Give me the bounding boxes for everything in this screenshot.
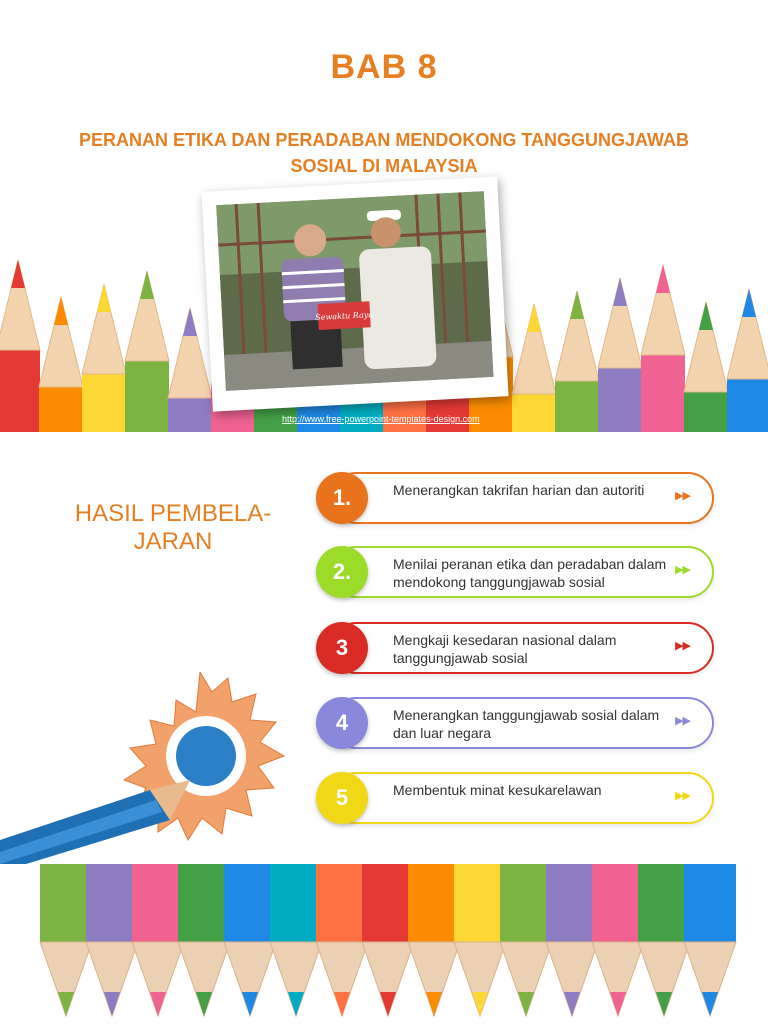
chapter-title: BAB 8 xyxy=(330,48,438,86)
pencil-shape xyxy=(270,864,322,1016)
pencil-shape xyxy=(555,291,599,432)
photo-two-men-handing-gift xyxy=(216,191,493,391)
pencil-shape xyxy=(316,864,368,1016)
pencil-shape xyxy=(0,260,40,432)
pencil-shape xyxy=(408,864,460,1016)
learning-outcomes-title xyxy=(60,500,286,556)
template-url-link[interactable]: http://www.free-powerpoint-templates-design.com xyxy=(282,414,480,424)
outcome-text: Menerangkan tanggungjawab sosial dalam dan luar negara xyxy=(393,707,660,741)
chapter-subtitle-line-2: SOSIAL DI MALAYSIA xyxy=(290,156,478,176)
outcome-number-badge: 3 xyxy=(316,622,368,674)
learning-outcomes-slide xyxy=(0,432,768,864)
pencil-shape xyxy=(727,289,768,432)
pencil-shape xyxy=(500,864,552,1016)
outcome-item-5[interactable] xyxy=(316,772,714,824)
outcome-text: Mengkaji kesedaran nasional dalam tanggungjawab sosial xyxy=(393,632,617,666)
outcome-text: Membentuk minat kesukarelawan xyxy=(393,782,602,798)
outcome-item-1[interactable] xyxy=(316,472,714,524)
pencils-banner-slide xyxy=(0,864,768,1024)
double-arrow-icon: ▶▶ xyxy=(675,640,690,652)
outcome-item-3[interactable] xyxy=(316,622,714,674)
learning-outcomes-title-line-2: JARAN xyxy=(133,528,213,555)
pencil-shape xyxy=(39,297,83,432)
chapter-subtitle-line-1: PERANAN ETIKA DAN PERADABAN MENDOKONG TANGGUNGJAWAB xyxy=(78,130,689,150)
pencil-shape xyxy=(641,265,685,432)
double-arrow-icon: ▶▶ xyxy=(675,715,690,727)
outcome-number-badge: 1. xyxy=(316,472,368,524)
pencil-shape xyxy=(125,271,169,432)
outcome-number-badge: 5 xyxy=(316,772,368,824)
pencil-shape xyxy=(684,864,736,1016)
pencil-shape xyxy=(454,864,506,1016)
gift-box-label: Sewaktu Raya xyxy=(315,310,374,323)
pencil-shape xyxy=(512,304,556,432)
pencil-shape xyxy=(638,864,690,1016)
outcome-number-badge: 2. xyxy=(316,546,368,598)
pencil-shape xyxy=(168,308,212,432)
pencil-shape xyxy=(82,284,126,432)
photo-frame xyxy=(201,176,508,411)
double-arrow-icon: ▶▶ xyxy=(675,790,690,802)
pencil-shape xyxy=(178,864,230,1016)
sharpened-blue-pencil-image xyxy=(0,672,290,864)
outcome-number-badge: 4 xyxy=(316,697,368,749)
title-slide xyxy=(0,0,768,432)
pencil-shape xyxy=(598,278,642,432)
outcome-text: Menerangkan takrifan harian dan autoriti xyxy=(393,482,645,498)
pencil-shape xyxy=(362,864,414,1016)
pencil-shape xyxy=(546,864,598,1016)
chapter-subtitle xyxy=(20,127,748,179)
outcome-item-2[interactable] xyxy=(316,546,714,598)
double-arrow-icon: ▶▶ xyxy=(675,564,690,576)
colored-pencils-closeup-image xyxy=(0,864,768,1024)
outcome-text: Menilai peranan etika dan peradaban dalam mendokong tanggungjawab sosial xyxy=(393,556,667,590)
pencil-shape xyxy=(132,864,184,1016)
double-arrow-icon: ▶▶ xyxy=(675,490,690,502)
learning-outcomes-title-line-1: HASIL PEMBELA- xyxy=(74,500,272,527)
pencil-shape xyxy=(684,302,728,432)
pencil-shape xyxy=(40,864,92,1016)
pencil-shape xyxy=(224,864,276,1016)
pencil-shape xyxy=(592,864,644,1016)
pencil-shape xyxy=(86,864,138,1016)
outcome-item-4[interactable] xyxy=(316,697,714,749)
